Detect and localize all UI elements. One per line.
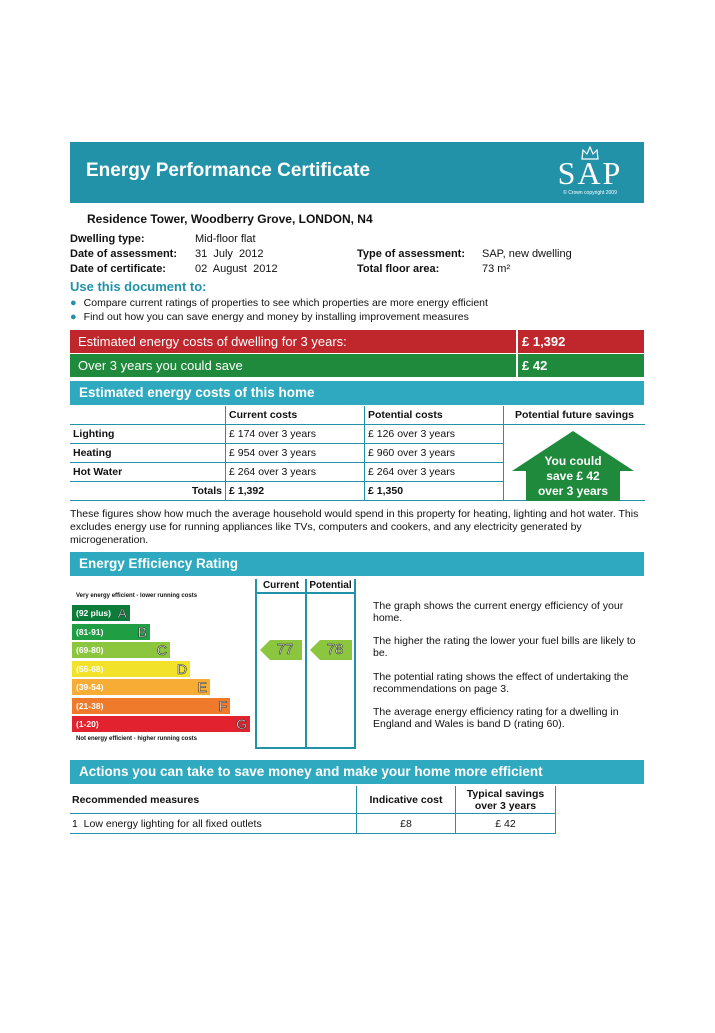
bottom-note: Not energy efficient - higher running costs [76,736,198,742]
rating-band-g [72,716,250,732]
certificate-date-value: 02 August 2012 [195,263,278,275]
table-row: Hot Water £ 264 over 3 years £ 264 over 3 years [70,463,645,482]
eer-section-header: Energy Efficiency Rating [70,552,644,576]
current-rating-value: 77 [276,641,294,658]
rating-band-c [72,642,170,658]
assessment-type-label: Type of assessment: [357,248,466,260]
band-range: (55-68) [76,663,104,674]
band-letter: G [236,716,247,732]
floor-area-label: Total floor area: [357,263,440,275]
sap-logo [550,146,630,198]
assessment-date-value: 31 July 2012 [195,248,264,260]
use-document-title: Use this document to: [70,279,207,294]
costs-section-header: Estimated energy costs of this home [70,381,644,405]
table-row: Current costs Potential costs Potential future savings [70,406,645,425]
savings-label: Over 3 years you could save [78,358,243,373]
band-range: (21-38) [76,700,104,711]
costs-note: These figures show how much the average household would spend in this property for heating, lighting and hot water. This excludes energy use for running appliances like TVs, computers and cookers, and any electricity generated by microgeneration. [70,508,639,546]
eer-text-1: The graph shows the current energy efficiency of your home. [373,600,624,624]
band-range: (69-80) [76,645,104,655]
current-rating-pointer [260,640,302,660]
actions-table [70,786,556,834]
savings-bar [70,354,644,377]
band-range: (81-91) [76,626,104,637]
potential-rating-pointer [310,640,352,660]
current-column-header: Current [262,580,300,591]
certificate-date-label: Date of certificate: [70,263,166,275]
table-row: Lighting £ 174 over 3 years £ 126 over 3 years [70,425,645,444]
rating-band-b [72,624,150,640]
rating-band-f [72,698,230,714]
eer-text-4: The average energy efficiency rating for a dwelling in England and Wales is band D (rating 60). [373,706,619,730]
actions-section-header: Actions you can take to save money and make your home more efficient [70,760,644,784]
copyright-text: © Crown copyright 2009 [563,190,617,196]
table-row: 1 Low energy lighting for all fixed outlets £8 £ 42 [70,814,556,834]
assessment-date-label: Date of assessment: [70,248,177,260]
bullet-icon: ● [70,311,77,323]
estimated-cost-value: £ 1,392 [522,334,566,349]
band-letter: A [117,605,127,621]
estimated-cost-label: Estimated energy costs of dwelling for 3 years: [78,334,347,349]
top-note: Very energy efficient - lower running costs [76,593,198,599]
bullet-icon: ● [70,297,77,309]
certificate-header [70,142,644,203]
band-letter: C [156,642,167,658]
band-letter: F [218,697,227,714]
eer-text-3: The potential rating shows the effect of undertaking the recommendations on page 3. [373,671,629,695]
potential-rating-value: 78 [326,641,344,658]
list-item: ● Compare current ratings of properties to see which properties are more energy efficient [70,297,488,309]
band-range: (92 plus) [76,608,111,618]
savings-value: £ 42 [522,358,548,373]
potential-column-header: Potential [309,580,352,591]
property-address: Residence Tower, Woodberry Grove, LONDON, N4 [87,212,373,226]
band-range: (1-20) [76,719,99,729]
eer-text-2: The higher the rating the lower your fuel bills are likely to be. [373,635,636,659]
band-letter: B [137,623,147,640]
band-range: (39-54) [76,682,104,692]
estimated-cost-bar [70,330,644,353]
rating-band-a [72,605,130,621]
assessment-type-value: SAP, new dwelling [482,248,572,260]
crown-icon [581,146,599,160]
band-letter: E [197,679,207,695]
sap-logo-text: SAP [557,155,623,191]
table-row: Heating £ 954 over 3 years £ 960 over 3 years [70,444,645,463]
page-title: Energy Performance Certificate [86,160,371,181]
rating-band-e [72,679,210,695]
rating-band-d [72,661,190,677]
dwelling-type-label: Dwelling type: [70,233,145,245]
table-row: Totals £ 1,392 £ 1,350 [70,482,645,501]
band-letter: D [176,660,187,677]
table-row: Recommended measures Indicative cost Typical savings over 3 years [70,786,556,814]
list-item: ● Find out how you can save energy and money by installing improvement measures [70,311,469,323]
dwelling-type-value: Mid-floor flat [195,233,256,245]
savings-arrow: You could save £ 42 over 3 years [512,431,634,501]
floor-area-value: 73 m² [482,263,511,275]
